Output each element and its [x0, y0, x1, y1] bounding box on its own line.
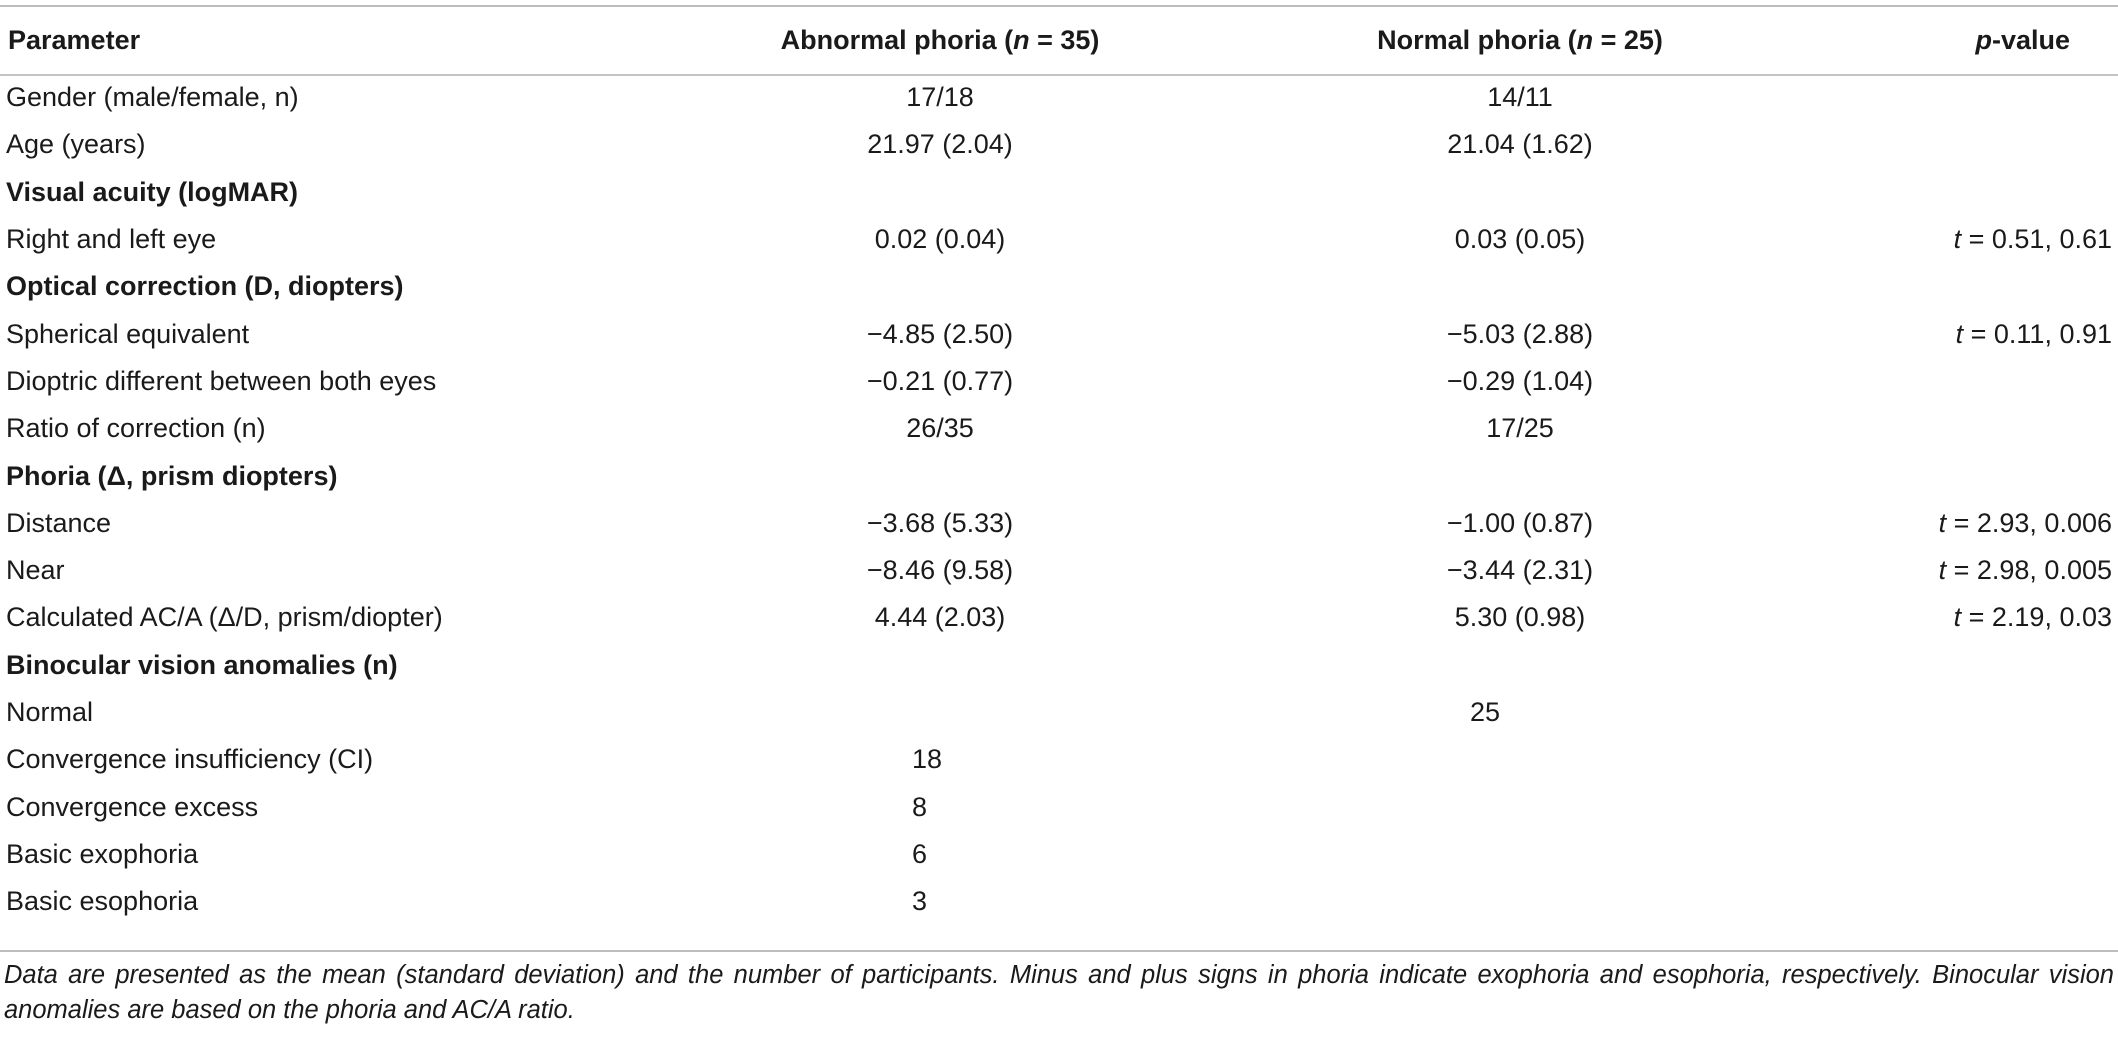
section-title: Optical correction (D, diopters) — [6, 271, 404, 302]
p-statistic-symbol: t — [1953, 224, 1962, 255]
cell-parameter: Convergence insufficiency (CI) — [6, 744, 374, 775]
table-row — [0, 783, 2118, 830]
cell-normal-phoria: 21.04 (1.62) — [1447, 129, 1593, 160]
p-statistic-symbol: t — [1953, 602, 1962, 633]
p-statistic-symbol: t — [1938, 555, 1947, 586]
table-row — [0, 689, 2118, 736]
cell-p-value — [1760, 783, 2118, 830]
section-header-row — [0, 169, 2118, 216]
header-parameter: Parameter — [8, 25, 141, 55]
p-statistic-value: = 0.51, 0.61 — [1961, 224, 2112, 255]
header-p-suffix: -value — [1991, 25, 2070, 55]
p-statistic-value: = 2.93, 0.006 — [1946, 507, 2112, 538]
cell-normal-phoria — [1260, 783, 1760, 830]
cell-parameter: Convergence excess — [6, 791, 259, 822]
cell-abnormal-phoria: 6 — [912, 838, 928, 869]
cell-abnormal-phoria: 21.97 (2.04) — [867, 129, 1013, 160]
table-row — [0, 74, 2118, 121]
p-statistic-symbol: t — [1955, 318, 1964, 349]
table-row — [0, 358, 2118, 405]
cell-normal-phoria — [1260, 878, 1760, 925]
table-row — [0, 500, 2118, 547]
table-row — [0, 405, 2118, 452]
cell-p-value — [1760, 405, 2118, 452]
table-row — [0, 831, 2118, 878]
cell-normal-phoria: −5.03 (2.88) — [1446, 318, 1594, 349]
cell-parameter: Distance — [6, 507, 112, 538]
cell-p-value — [1760, 547, 2118, 594]
header-normal-phoria — [1260, 7, 1760, 74]
cell-abnormal-phoria — [560, 689, 1260, 736]
cell-p-value — [1760, 358, 2118, 405]
cell-normal-phoria: −1.00 (0.87) — [1446, 507, 1594, 538]
header-abnormal-count: = 35) — [1029, 25, 1100, 55]
table-bottom-rule — [0, 950, 2118, 952]
cell-parameter: Near — [6, 555, 65, 586]
header-p-value — [1760, 7, 2118, 74]
participant-characteristics-table — [0, 7, 2118, 925]
cell-abnormal-phoria: −8.46 (9.58) — [866, 555, 1014, 586]
cell-abnormal-phoria: 17/18 — [906, 82, 974, 113]
section-header-row — [0, 452, 2118, 499]
cell-parameter: Dioptric different between both eyes — [6, 365, 437, 396]
cell-abnormal-phoria: 0.02 (0.04) — [874, 224, 1006, 255]
cell-p-value — [1760, 310, 2118, 357]
cell-abnormal-phoria: −4.85 (2.50) — [866, 318, 1014, 349]
cell-p-value — [1760, 831, 2118, 878]
section-header-row — [0, 642, 2118, 689]
cell-normal-phoria: 14/11 — [1487, 82, 1553, 113]
cell-abnormal-phoria: −3.68 (5.33) — [866, 507, 1014, 538]
cell-abnormal-phoria: −0.21 (0.77) — [866, 365, 1014, 396]
header-row — [0, 7, 2118, 74]
cell-normal-phoria: 5.30 (0.98) — [1454, 602, 1586, 633]
p-statistic-value: = 0.11, 0.91 — [1963, 318, 2112, 349]
table-row — [0, 878, 2118, 925]
table-row — [0, 216, 2118, 263]
cell-p-value — [1760, 500, 2118, 547]
table-row — [0, 594, 2118, 641]
cell-parameter: Calculated AC/A (Δ/D, prism/diopter) — [6, 602, 443, 633]
cell-normal-phoria: −0.29 (1.04) — [1446, 365, 1594, 396]
cell-p-value — [1760, 121, 2118, 168]
cell-normal-phoria: −3.44 (2.31) — [1446, 555, 1594, 586]
section-header-row — [0, 263, 2118, 310]
section-title: Phoria (Δ, prism diopters) — [6, 460, 338, 491]
cell-p-value — [1760, 736, 2118, 783]
cell-p-value — [1760, 216, 2118, 263]
cell-normal-phoria: 17/25 — [1486, 413, 1554, 444]
cell-parameter: Spherical equivalent — [6, 318, 250, 349]
cell-normal-phoria: 25 — [1470, 697, 1501, 727]
header-p-symbol: p — [1975, 25, 1992, 55]
header-normal-count: = 25) — [1593, 25, 1663, 55]
cell-parameter: Right and left eye — [6, 224, 217, 255]
cell-abnormal-phoria: 8 — [912, 791, 928, 822]
p-statistic-value: = 2.19, 0.03 — [1961, 602, 2112, 633]
cell-p-value — [1760, 594, 2118, 641]
header-normal-label: Normal phoria ( — [1377, 25, 1577, 55]
table-body — [0, 74, 2118, 925]
p-statistic-symbol: t — [1938, 507, 1947, 538]
p-statistic-value: = 2.98, 0.005 — [1946, 555, 2112, 586]
cell-parameter: Age (years) — [6, 129, 146, 160]
cell-abnormal-phoria: 26/35 — [906, 413, 974, 444]
cell-parameter: Normal — [6, 697, 94, 727]
section-title: Binocular vision anomalies (n) — [6, 649, 398, 680]
cell-normal-phoria — [1260, 736, 1760, 783]
cell-normal-phoria — [1260, 831, 1760, 878]
cell-parameter: Basic exophoria — [6, 838, 199, 869]
header-normal-n: n — [1576, 25, 1594, 55]
cell-parameter: Basic esophoria — [6, 886, 199, 917]
header-abnormal-label: Abnormal phoria ( — [780, 25, 1014, 55]
header-abnormal-phoria — [560, 7, 1260, 74]
cell-abnormal-phoria: 4.44 (2.03) — [874, 602, 1006, 633]
cell-p-value — [1760, 74, 2118, 121]
table-header — [0, 7, 2118, 74]
table-footnote: Data are presented as the mean (standard deviation) and the number of participants. Minus and plus signs in phoria indicate exophoria and esophoria, respectively. Binocular vision anomalies are based on the phoria and AC/A ratio. — [4, 961, 2114, 1024]
cell-p-value — [1760, 689, 2118, 736]
cell-normal-phoria: 0.03 (0.05) — [1454, 224, 1586, 255]
table-row — [0, 736, 2118, 783]
section-title: Visual acuity (logMAR) — [6, 176, 299, 207]
table-row — [0, 121, 2118, 168]
cell-parameter: Gender (male/female, n) — [6, 82, 299, 113]
cell-parameter: Ratio of correction (n) — [6, 413, 266, 444]
cell-abnormal-phoria: 18 — [912, 744, 943, 775]
table-row — [0, 547, 2118, 594]
cell-abnormal-phoria: 3 — [912, 886, 928, 917]
table-row — [0, 310, 2118, 357]
header-abnormal-n: n — [1013, 25, 1030, 55]
cell-p-value — [1760, 878, 2118, 925]
